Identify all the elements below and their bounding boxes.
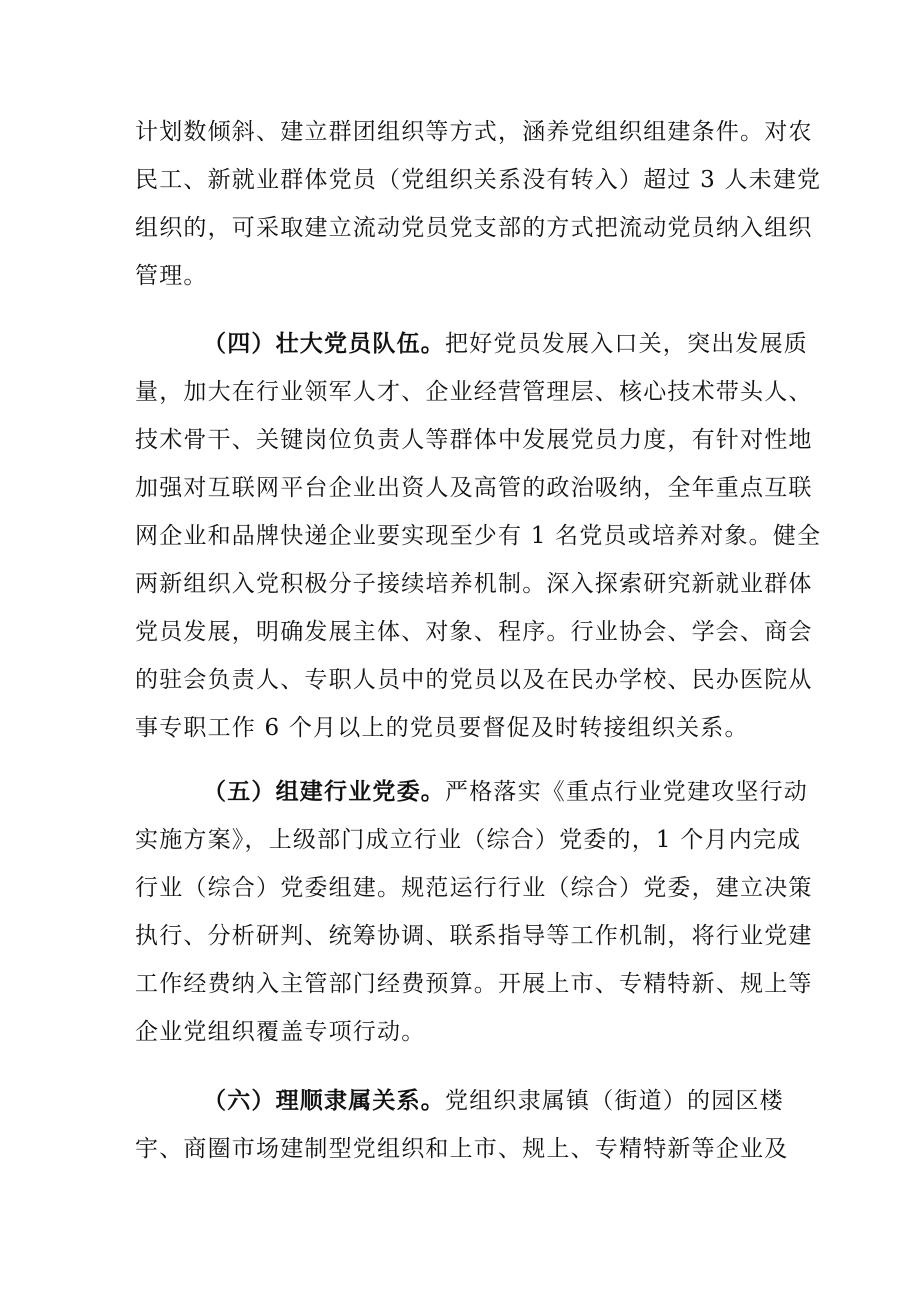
text-line: 管理。 (135, 263, 208, 289)
section-heading: （四）壮大党员队伍。 (203, 330, 445, 357)
section-heading: （六）理顺隶属关系。 (203, 1087, 445, 1114)
text-run: 严格落实《重点行业党建攻坚行动 (445, 779, 808, 805)
text-line: 加强对互联网平台企业出资人及高管的政治吸纳，全年重点互联 (135, 475, 813, 501)
text-line: 组织的，可采取建立流动党员党支部的方式把流动党员纳入组织 (135, 215, 813, 241)
first-line (135, 320, 808, 368)
text-line: 民工、新就业群体党员（党组织关系没有转入）超过 3 人未建党 (135, 167, 822, 193)
text-line: 量，加大在行业领军人才、企业经营管理层、核心技术带头人、 (135, 379, 813, 405)
text-line: 两新组织入党积极分子接续培养机制。深入探索研究新就业群体 (135, 571, 813, 597)
text-line: 企业党组织覆盖专项行动。 (135, 1019, 426, 1045)
text-line: 行业（综合）党委组建。规范运行行业（综合）党委，建立决策 (135, 875, 813, 901)
section-heading: （五）组建行业党委。 (203, 778, 445, 805)
text-line: 技术骨干、关键岗位负责人等群体中发展党员力度，有针对性地 (135, 427, 813, 453)
text-line: 的驻会负责人、专职人员中的党员以及在民办学校、民办医院从 (135, 667, 813, 693)
text-line: 宇、商圈市场建制型党组织和上市、规上、专精特新等企业及 (135, 1136, 789, 1162)
text-line: 计划数倾斜、建立群团组织等方式，涵养党组织组建条件。对农 (135, 119, 813, 145)
text-line: 实施方案》，上级部门成立行业（综合）党委的，1 个月内完成 (135, 827, 802, 853)
section-four (135, 320, 822, 752)
text-line: 工作经费纳入主管部门经费预算。开展上市、专精特新、规上等 (135, 971, 813, 997)
text-run: 党组织隶属镇（街道）的园区楼 (445, 1088, 784, 1114)
first-line (135, 1077, 795, 1125)
section-five (135, 768, 813, 1056)
paragraph-continuation (135, 108, 822, 300)
first-line (135, 768, 808, 816)
text-run: 把好党员发展入口关，突出发展质 (445, 331, 808, 357)
text-line: 网企业和品牌快递企业要实现至少有 1 名党员或培养对象。健全 (135, 523, 822, 549)
text-line: 党员发展，明确发展主体、对象、程序。行业协会、学会、商会 (135, 619, 813, 645)
text-line: 事专职工作 6 个月以上的党员要督促及时转接组织关系。 (135, 715, 749, 741)
text-line: 执行、分析研判、统筹协调、联系指导等工作机制，将行业党建 (135, 923, 813, 949)
section-six (135, 1077, 795, 1173)
